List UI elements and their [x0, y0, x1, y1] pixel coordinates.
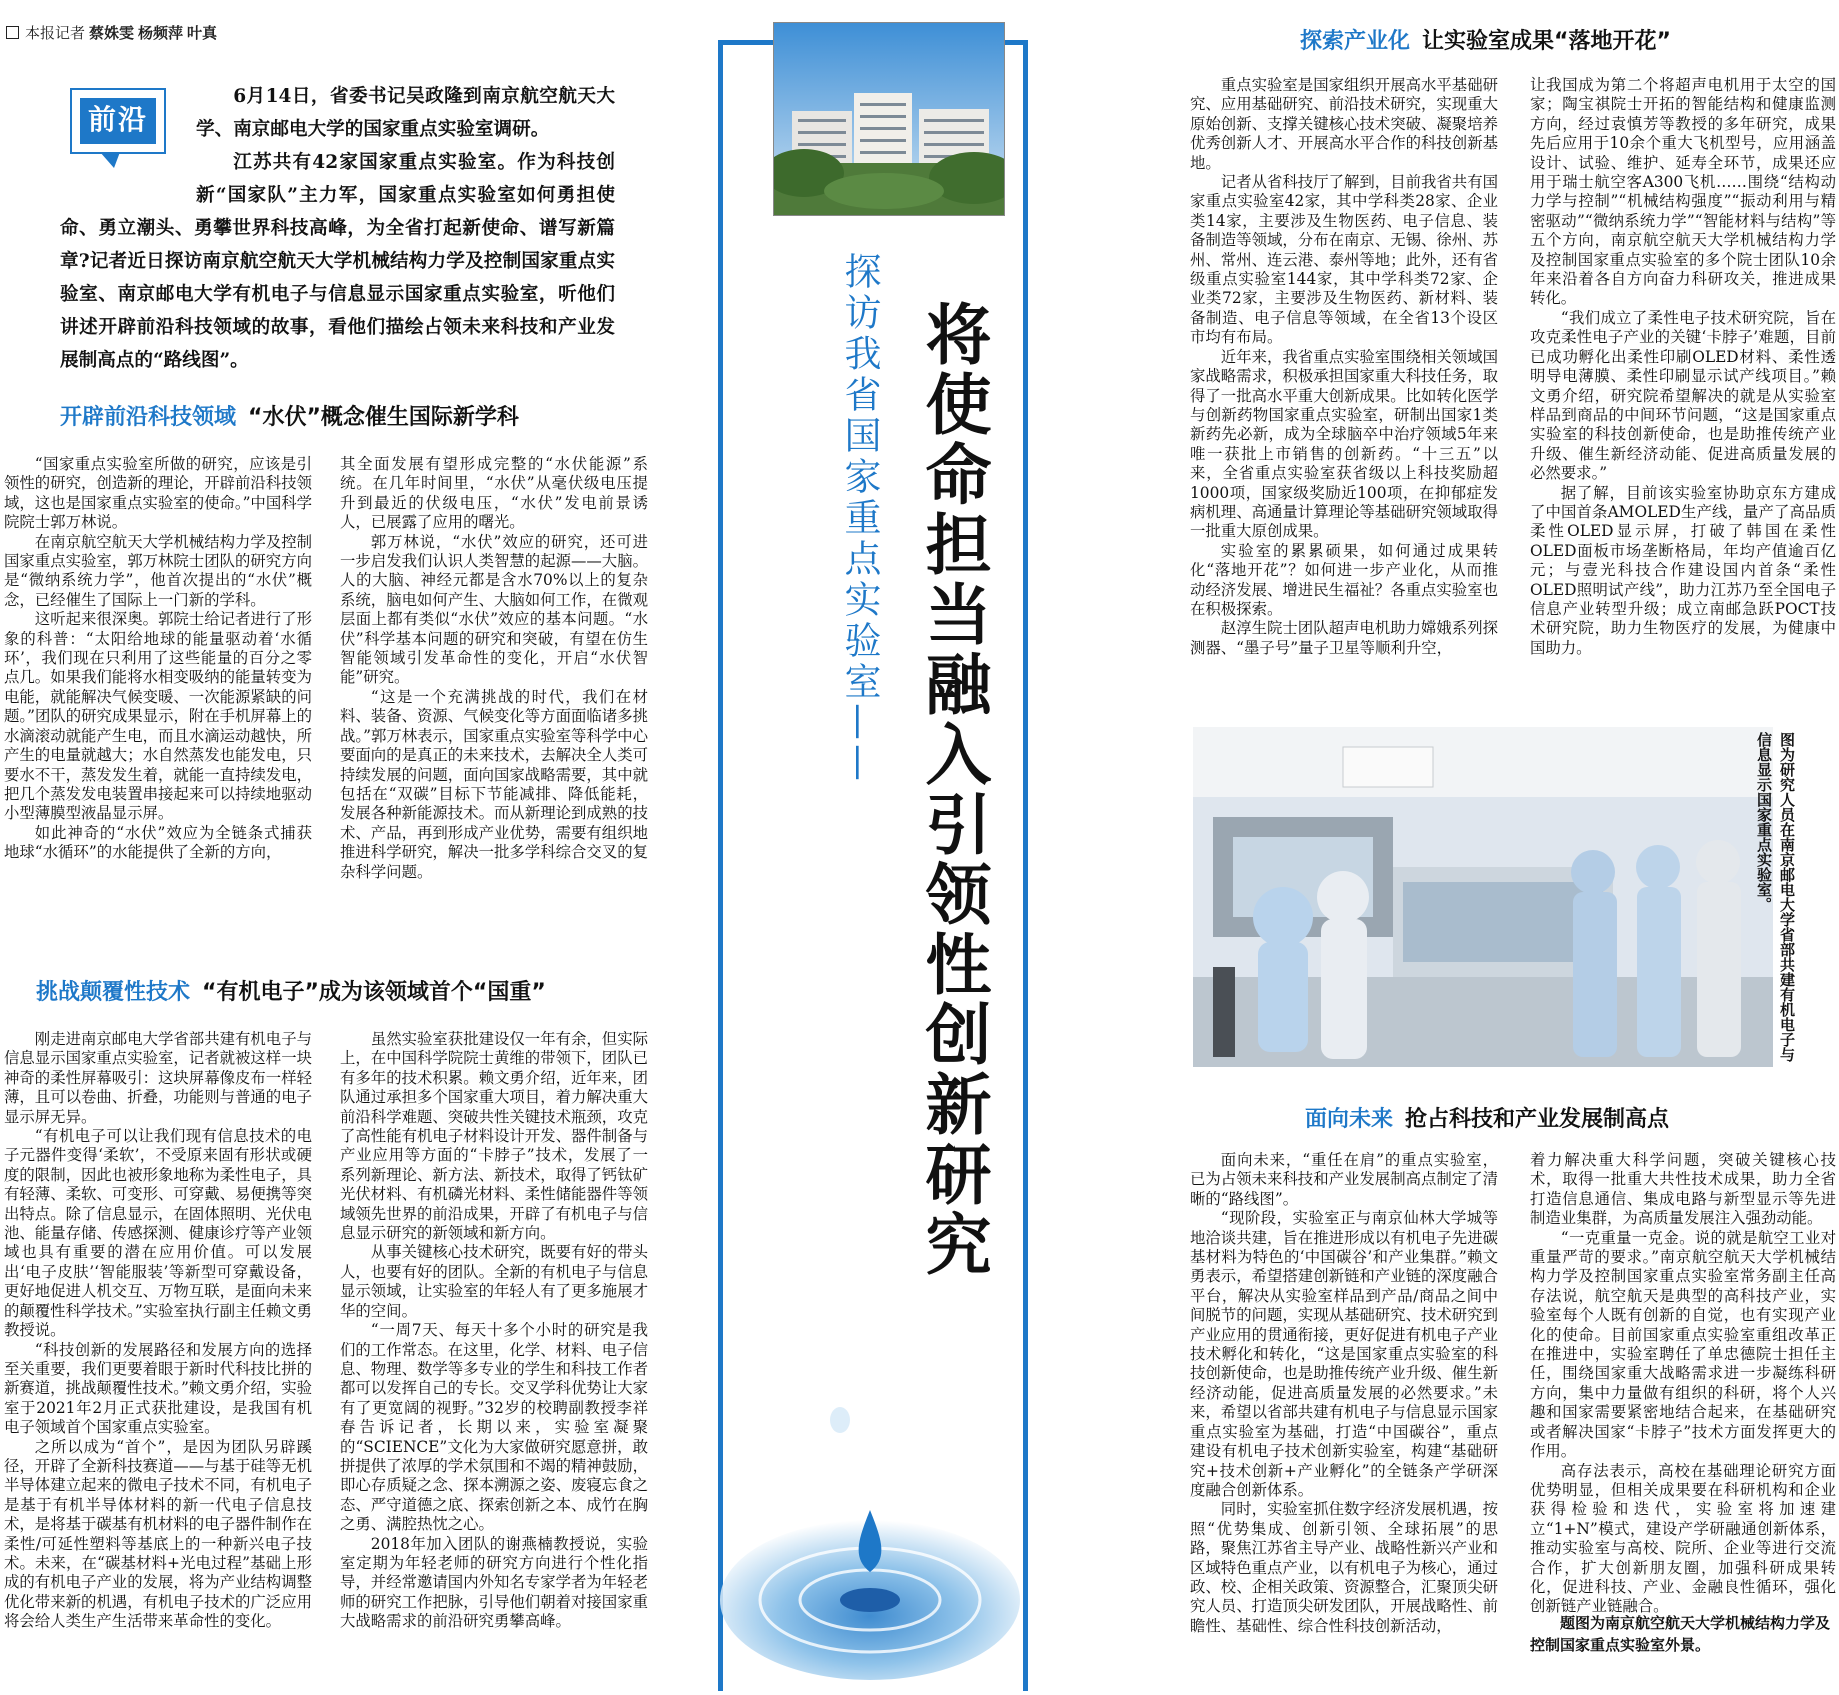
para: “科技创新的发展路径和发展方向的选择至关重要，我们更要着眼于新时代科技比拼的新赛道，挑战颠覆性技术。”赖文勇介绍，实验室于2021年2月正式获批建设，是我国有机电子领域首个国家重点实验室。 — [4, 1340, 312, 1437]
para: 之所以成为“首个”，是因为团队另辟蹊径，开辟了全新科技赛道——与基于硅等无机半导体建立起来的微电子技术不同，有机电子是基于有机半导体材料的新一代电子信息技术，是将基于碳基有机材料的电子器件制作在柔性/可延性塑料等基底上的一种新兴电子技术。未来，在“碳基材料+光电过程”基础上形成的有机电子产业的发展，将为产业结构调整优化带来新的机遇，有机电子技术的广泛应用将会给人类生产生活带来革命性的变化。 — [4, 1437, 312, 1631]
para: 赵淳生院士团队超声电机助力嫦娥系列探测器、“墨子号”量子卫星等顺利升空， — [1190, 619, 1498, 657]
section1-col-a — [4, 455, 312, 863]
section3-col-b — [1530, 76, 1836, 658]
lab-photo-caption: 图为研究人员在南京邮电大学省部共建有机电子与信息显示国家重点实验室。 — [1755, 732, 1796, 1062]
headline-subtitle: 探访我省国家重点实验室—— — [838, 252, 881, 785]
para: 刚走进南京邮电大学省部共建有机电子与信息显示国家重点实验室，记者就被这样一块神奇的柔性屏幕吸引：这块屏幕像皮布一样轻薄，且可以卷曲、折叠，功能则与普通的电子显示屏无异。 — [4, 1030, 312, 1126]
section2-heading-blue: 挑战颠覆性技术 — [36, 980, 191, 1005]
square-bullet-icon — [6, 26, 19, 39]
para: 其全面发展有望形成完整的“水伏能源”系统。在几年时间里，“水伏”从毫伏级电压提升到最近的伏级电压，“水伏”发电前景诱人，已展露了应用的曙光。 — [340, 455, 648, 532]
para: 2018年加入团队的谢燕楠教授说，实验室定期为年轻老师的研究方向进行个性化指导，并经常邀请国内外知名专家学者为年轻老师的研究工作把脉，引导他们朝着对接国家重大战略需求的前沿研究勇攀高峰。 — [340, 1534, 648, 1631]
building-photo — [773, 22, 1005, 216]
para: “这是一个充满挑战的时代，我们在材料、装备、资源、气候变化等方面面临诸多挑战。”郭万林表示，国家重点实验室等科学中心要面向的是真正的未来技术，去解决全人类可持续发展的问题，面向国家战略需要，其中就包括在“双碳”目标下节能减排、降低能耗，发展各种新能源技术。而从新理论到成熟的技术、产品，再到形成产业优势，需要有组织地推进科学研究，解决一批多学科综合交叉的复杂科学问题。 — [340, 687, 648, 881]
section4-heading-black: 抢占科技和产业发展制高点 — [1405, 1107, 1670, 1132]
water-drop-illustration — [720, 1300, 1020, 1691]
lead-p2: 江苏共有42家国家重点实验室。作为科技创新“国家队”主力军，国家重点实验室如何勇担使命、勇立潮头、勇攀世界科技高峰，为全省打起新使命、谱写新篇章?记者近日探访南京航空航天大学机械结构力学及控制国家重点实验室、南京邮电大学有机电子与信息显示国家重点实验室，听他们讲述开辟前沿科技领域的故事，看他们描绘占领未来科技和产业发展制高点的“路线图”。 — [60, 152, 615, 371]
byline-prefix: 本报记者 — [25, 24, 86, 42]
headline-title: 将使命担当融入引领性创新研究 — [914, 300, 991, 1280]
section2-heading — [36, 975, 546, 1006]
section1-heading-black: “水伏”概念催生国际新学科 — [248, 405, 519, 430]
lead-p1: 6月14日，省委书记吴政隆到南京航空航天大学、南京邮电大学的国家重点实验室调研。 — [196, 86, 615, 140]
para: 据了解，目前该实验室协助京东方建成了中国首条AMOLED生产线，量产了高品质柔性OLED显示屏，打破了韩国在柔性OLED面板市场垄断格局，年均产值逾百亿元；与壹光科技合作建设国内首条“柔性OLED照明试产线”，助力江苏乃至全国电子信息产业转型升级；成立南邮急跃POCT技术研究院，助力生物医疗的发展，为健康中国助力。 — [1530, 483, 1836, 657]
para: 让我国成为第二个将超声电机用于太空的国家；陶宝祺院士开拓的智能结构和健康监测方向，经过袁慎芳等教授的多年研究，成果先后应用于10余个重大飞机型号，应用涵盖设计、试验、维护、延寿全环节，成果还应用于瑞士航空客A300飞机……围绕“结构动力学与控制”“机械结构强度”“振动利用与精密驱动”“微纳系统力学”“智能材料与结构”等五个方向，南京航空航天大学机械结构力学及控制国家重点实验室的多个院士团队10余年来沿着各自方向奋力科研攻关，推进成果转化。 — [1530, 76, 1836, 308]
para: 如此神奇的“水伏”效应为全链条式捕获地球“水循环”的水能提供了全新的方向， — [4, 823, 312, 862]
author-1: 蔡姝雯 — [89, 24, 135, 42]
para: 高存法表示，高校在基础理论研究方面优势明显，但相关成果要在科研机构和企业获得检验和迭代，实验室将加速建立“1+N”模式，建设产学研融通创新体系，推动实验室与高校、院所、企业等进行交流合作，扩大创新朋友圈，加强科研成果转化，促进科技、产业、金融良性循环，强化创新链产业链融合。 — [1530, 1461, 1836, 1616]
para: 在南京航空航天大学机械结构力学及控制国家重点实验室，郭万林院士团队的研究方向是“微纳系统力学”，他首次提出的“水伏”概念，已经催生了国际上一门新的学科。 — [4, 532, 312, 609]
section2-col-b — [340, 1030, 648, 1632]
para: 重点实验室是国家组织开展高水平基础研究、应用基础研究、前沿技术研究，实现重大原始创新、支撑关键核心技术突破、凝聚培养优秀创新人才、开展高水平合作的科技创新基地。 — [1190, 76, 1498, 172]
frontier-tag-label: 前沿 — [87, 103, 148, 136]
section1-heading-blue: 开辟前沿科技领域 — [60, 405, 237, 430]
building-photo-caption: 题图为南京航空航天大学机械结构力学及控制国家重点实验室外景。 — [1530, 1614, 1831, 1654]
para: 从事关键核心技术研究，既要有好的带头人，也要有好的团队。全新的有机电子与信息显示领域，让实验室的年轻人有了更多施展才华的空间。 — [340, 1243, 648, 1320]
section4-col-a — [1190, 1151, 1498, 1636]
section1-heading — [60, 400, 519, 431]
para: “一克重量一克金。说的就是航空工业对重量严苛的要求。”南京航空航天大学机械结构力学及控制国家重点实验室常务副主任高存法说，航空航天是典型的高科技产业，实验室每个人既有创新的自觉，也有实现产业化的使命。目前国家重点实验室重组改革正在推进中，实验室聘任了单忠德院士担任主任，围绕国家重大战略需求进一步凝练科研方向，集中力量做有组织的科研，将个人兴趣和国家需要紧密地结合起来，在基础研究或者解决国家“卡脖子”技术方面发挥更大的作用。 — [1530, 1228, 1836, 1461]
section1-col-b — [340, 455, 648, 882]
byline — [6, 22, 217, 43]
section4-heading — [1305, 1102, 1669, 1133]
section3-heading — [1300, 24, 1671, 55]
lead-paragraph — [60, 80, 615, 377]
author-3: 叶真 — [187, 24, 218, 42]
para: 这听起来很深奥。郭院士给记者进行了形象的科普：“太阳给地球的能量驱动着‘水循环’，我们现在只利用了这些能量的百分之零点几。如果我们能将水相变吸纳的能量转变为电能，就能解决气候变暖、一次能源紧缺的问题。”团队的研究成果显示，附在手机屏幕上的水滴滚动就能产生电，而且水滴运动越快，所产生的电量就越大；水自然蒸发也能发电，只要水不干，蒸发发生着，就能一直持续发电，把几个蒸发发电装置串接起来可以持续地驱动小型薄膜型液晶显示屏。 — [4, 610, 312, 823]
para: 郭万林说，“水伏”效应的研究，还可进一步启发我们认识人类智慧的起源——大脑。人的大脑、神经元都是含水70%以上的复杂系统，脑电如何产生、大脑如何工作，在微观层面上都有类似“水伏”效应的基本问题。“水伏”科学基本问题的研究和突破，有望在仿生智能领域引发革命性的变化，开启“水伏智能”研究。 — [340, 532, 648, 687]
para: 面向未来，“重任在肩”的重点实验室，已为占领未来科技和产业发展制高点制定了清晰的“路线图”。 — [1190, 1151, 1498, 1208]
section3-heading-black: 让实验室成果“落地开花” — [1422, 29, 1671, 54]
para: “一周7天、每天十多个小时的研究是我们的工作常态。在这里，化学、材料、电子信息、物理、数学等多专业的学生和科技工作者都可以发挥自己的专长。交叉学科优势让大家有了更宽阔的视野。”32岁的校聘副教授李祥春告诉记者，长期以来，实验室凝聚的“SCIENCE”文化为大家做研究愿意拼，敢拼提供了浓厚的学术氛围和不竭的精神鼓励，即心存质疑之念、探本溯源之姿、废寝忘食之态、严守道德之底、探索创新之本、成竹在胸之勇、满腔热忱之心。 — [340, 1321, 648, 1534]
para: 记者从省科技厅了解到，目前我省共有国家重点实验室42家，其中学科类28家、企业类14家，主要涉及生物医药、电子信息、装备制造等领域，分布在南京、无锡、徐州、苏州、常州、连云港、泰州等地；此外，还有省级重点实验室144家，其中学科类72家、企业类72家，主要涉及生物医药、新材料、装备制造、电子信息等领域，在全省13个设区市均有布局。 — [1190, 173, 1498, 347]
para: 着力解决重大科学问题，突破关键核心技术，取得一批重大共性技术成果，助力全省打造信息通信、集成电路与新型显示等先进制造业集群，为高质量发展注入强劲动能。 — [1530, 1151, 1836, 1228]
para: “我们成立了柔性电子技术研究院，旨在攻克柔性电子产业的关键‘卡脖子’难题，目前已成功孵化出柔性印刷OLED材料、柔性透明导电薄膜、柔性印刷显示试产线项目。”赖文勇介绍，研究院希望解决的就是从实验室样品到商品的中间环节问题，“这是国家重点实验室的科技创新使命，也是助推传统产业升级、催生新经济动能、促进高质量发展的必然要求。” — [1530, 308, 1836, 483]
para: “现阶段，实验室正与南京仙林大学城等地洽谈共建，旨在推进形成以有机电子先进碳基材料为特色的‘中国碳谷’和产业集群。”赖文勇表示，希望搭建创新链和产业链的深度融合平台，解决从实验室样品到产品/商品之间中间脱节的问题，实现从基础研究、技术研究到产业应用的贯通衔接，更好促进有机电子产业技术孵化和转化，“这是国家重点实验室的科技创新使命，也是助推传统产业升级、催生新经济动能，促进高质量发展的必然要求。”未来，希望以省部共建有机电子与信息显示国家重点实验室为基础，打造“中国碳谷”，重点建设有机电子技术创新实验室，构建“基础研究+技术创新+产业孵化”的全链条产学研深度融合创新体系。 — [1190, 1209, 1498, 1499]
para: 虽然实验室获批建设仅一年有余，但实际上，在中国科学院院士黄维的带领下，团队已有多年的技术积累。赖文勇介绍，近年来，团队通过承担多个国家重大项目，着力解决重大前沿科学难题、突破共性关键技术瓶颈，攻克了高性能有机电子材料设计开发、器件制备与产业应用等方面的“卡脖子”技术，发展了一系列新理论、新方法、新技术，取得了钙钛矿光伏材料、有机磷光材料、柔性储能器件等领域领先世界的前沿成果，开辟了有机电子与信息显示研究的新领域和新方向。 — [340, 1030, 648, 1243]
para: 实验室的累累硕果，如何通过成果转化“落地开花”？如何进一步产业化，从而推动经济发展、增进民生福祉？各重点实验室也在积极探索。 — [1190, 541, 1498, 618]
section2-col-a — [4, 1030, 312, 1632]
author-2: 杨频萍 — [138, 24, 184, 42]
section3-heading-blue: 探索产业化 — [1300, 29, 1411, 54]
para: 近年来，我省重点实验室围绕相关领域国家战略需求，积极承担国家重大科技任务，取得了一批高水平重大创新成果。比如转化医学与创新药物国家重点实验室，研制出国家1类新药先必新，成为全球脑卒中治疗领域5年来唯一获批上市销售的创新药。“十三五”以来，全省重点实验室获省级以上科技奖励超1000项，国家级奖励近100项，在抑郁症发病机理、高通量计算理论等基础研究领域取得一批重大原创成果。 — [1190, 347, 1498, 541]
section3-col-a — [1190, 76, 1498, 658]
section4-heading-blue: 面向未来 — [1305, 1107, 1394, 1132]
section2-heading-black: “有机电子”成为该领域首个“国重” — [202, 980, 546, 1005]
para: “国家重点实验室所做的研究，应该是引领性的研究，创造新的理论，开辟前沿科技领域，这也是国家重点实验室的使命。”中国科学院院士郭万林说。 — [4, 455, 312, 532]
lab-photo — [1193, 727, 1773, 1067]
para: 同时，实验室抓住数字经济发展机遇，按照“优势集成、创新引领、全球拓展”的思路，聚焦江苏省主导产业、战略性新兴产业和区域特色重点产业，以有机电子为核心，通过政、校、企相关政策、资源整合，汇聚顶尖研究人员、打造顶尖研发团队，开展战略性、前瞻性、基础性、综合性科技创新活动， — [1190, 1500, 1498, 1635]
para: “有机电子可以让我们现有信息技术的电子元器件变得‘柔软’，不受原来固有形状或硬度的限制，因此也被形象地称为柔性电子，具有轻薄、柔软、可变形、可穿戴、易便携等突出特点。除了信息显示，在固体照明、光伏电池、能量存储、传感探测、健康诊疗等产业领域也具有重要的潜在应用价值。可以发展出‘电子皮肤’‘智能服装’等新型可穿戴设备，更好地促进人机交互、万物互联，是面向未来的颠覆性科学技术。”实验室执行副主任赖文勇教授说。 — [4, 1127, 312, 1340]
section4-col-b — [1530, 1151, 1836, 1617]
